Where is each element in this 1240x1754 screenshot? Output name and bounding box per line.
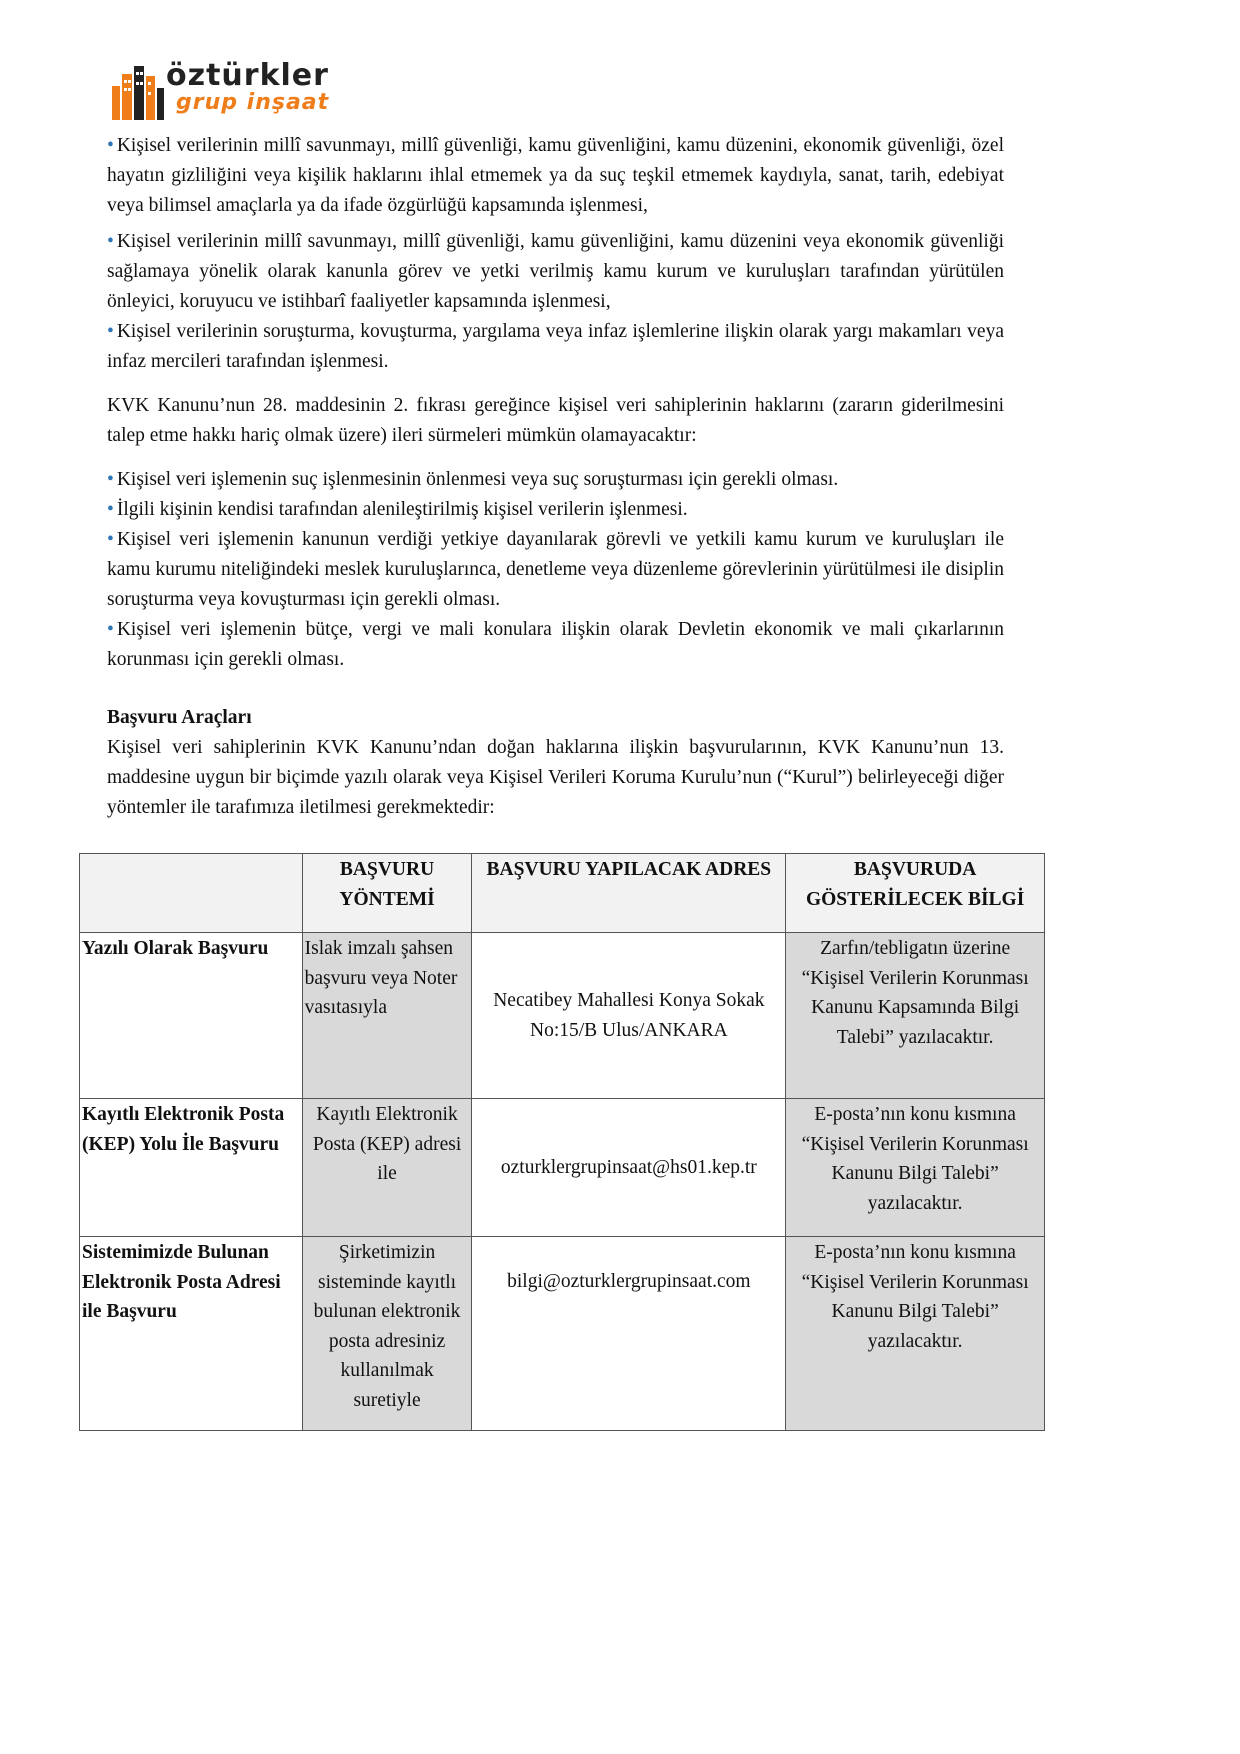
- logo-sub-text: grup inşaat: [176, 90, 330, 115]
- company-logo: [110, 58, 370, 124]
- table-cell-info: E-posta’nın konu kısmına “Kişisel Verilerin Korunması Kanunu Bilgi Talebi” yazılacaktır.: [786, 1099, 1045, 1237]
- section-paragraph: Kişisel veri sahiplerinin KVK Kanunu’ndan doğan haklarına ilişkin başvurularının, KVK Kanunu’nun 13. maddesine uygun bir biçimde yazılı olarak veya Kişisel Verileri Koruma Kurulu’nun (“Kurul”) belirleyeceği diğer yöntemler ile tarafımıza iletilmesi gerekmektedir:: [107, 737, 1004, 818]
- table-header-cell: BAŞVURU YAPILACAK ADRES: [472, 854, 786, 933]
- logo-brand-text: öztürkler: [166, 58, 329, 93]
- table-header-cell: BAŞVURU YÖNTEMİ: [302, 854, 472, 933]
- table-cell-address: ozturklergrupinsaat@hs01.kep.tr: [472, 1099, 786, 1237]
- table-header-cell: [80, 854, 303, 933]
- list-item: • Kişisel veri işlemenin bütçe, vergi ve mali konulara ilişkin olarak Devletin ekonomik ve mali çıkarlarının korunması için gerekli olması.: [107, 615, 1004, 675]
- application-methods-table: [79, 853, 1045, 1431]
- table-cell-address: Necatibey Mahallesi Konya Sokak No:15/B Ulus/ANKARA: [472, 933, 786, 1099]
- table-cell-method: Kayıtlı Elektronik Posta (KEP) adresi ile: [302, 1099, 472, 1237]
- list-item: • Kişisel veri işlemenin kanunun verdiği yetkiye dayanılarak görevli ve yetkili kamu kurum ve kuruluşları ile kamu kurumu niteliğindeki meslek kuruluşlarınca, denetleme veya düzenleme görevlerinin yürütülmesi ile disiplin soruşturma veya kovuşturması için gerekli olması.: [107, 525, 1004, 615]
- section-heading: Başvuru Araçları: [107, 707, 252, 728]
- table-cell-type: Kayıtlı Elektronik Posta (KEP) Yolu İle Başvuru: [80, 1099, 303, 1237]
- document-body: [107, 131, 1004, 823]
- table-header-cell: BAŞVURUDA GÖSTERİLECEK BİLGİ: [786, 854, 1045, 933]
- list-item: • Kişisel verilerinin millî savunmayı, millî güvenliği, kamu güvenliğini, kamu düzenini veya ekonomik güvenliği sağlamaya yönelik olarak kanunla görev ve yetki verilmiş kamu kurum ve kuruluşları tarafından yürütülen önleyici, koruyucu ve istihbarî faaliyetler kapsamında işlenmesi,: [107, 227, 1004, 317]
- table-header-row: [80, 854, 1045, 933]
- paragraph-intro: KVK Kanunu’nun 28. maddesinin 2. fıkrası gereğince kişisel veri sahiplerinin haklarını (zararın giderilmesini talep etme hakkı hariç olmak üzere) ileri sürmeleri mümkün olamayacaktır:: [107, 395, 1004, 446]
- table-cell-info: Zarfın/tebligatın üzerine “Kişisel Verilerin Korunması Kanunu Kapsamında Bilgi Talebi” yazılacaktır.: [786, 933, 1045, 1099]
- list-item: • Kişisel verilerinin soruşturma, kovuşturma, yargılama veya infaz işlemlerine ilişkin olarak yargı makamları veya infaz mercileri tarafından işlenmesi.: [107, 317, 1004, 377]
- building-logo-icon: [110, 62, 166, 124]
- table-cell-method: Islak imzalı şahsen başvuru veya Noter vasıtasıyla: [302, 933, 472, 1099]
- table-cell-type: Sistemimizde Bulunan Elektronik Posta Adresi ile Başvuru: [80, 1237, 303, 1431]
- table-cell-info: E-posta’nın konu kısmına “Kişisel Verilerin Korunması Kanunu Bilgi Talebi” yazılacaktır.: [786, 1237, 1045, 1431]
- table-row: [80, 933, 1045, 1099]
- table-cell-type: Yazılı Olarak Başvuru: [80, 933, 303, 1099]
- table-row: [80, 1237, 1045, 1431]
- list-item: • Kişisel verilerinin millî savunmayı, millî güvenliği, kamu güvenliğini, kamu düzenini, ekonomik güvenliği, özel hayatın gizliliğini veya kişilik haklarını ihlal etmemek ya da suç teşkil etmemek kaydıyla, sanat, tarih, edebiyat veya bilimsel amaçlarla ya da ifade özgürlüğü kapsamında işlenmesi,: [107, 131, 1004, 221]
- list-item: • İlgili kişinin kendisi tarafından alenileştirilmiş kişisel verilerin işlenmesi.: [107, 495, 1004, 525]
- table-cell-method: Şirketimizin sisteminde kayıtlı bulunan elektronik posta adresiniz kullanılmak suretiyle: [302, 1237, 472, 1431]
- table-row: [80, 1099, 1045, 1237]
- list-item: • Kişisel veri işlemenin suç işlenmesinin önlenmesi veya suç soruşturması için gerekli olması.: [107, 465, 1004, 495]
- table-cell-address: bilgi@ozturklergrupinsaat.com: [472, 1237, 786, 1431]
